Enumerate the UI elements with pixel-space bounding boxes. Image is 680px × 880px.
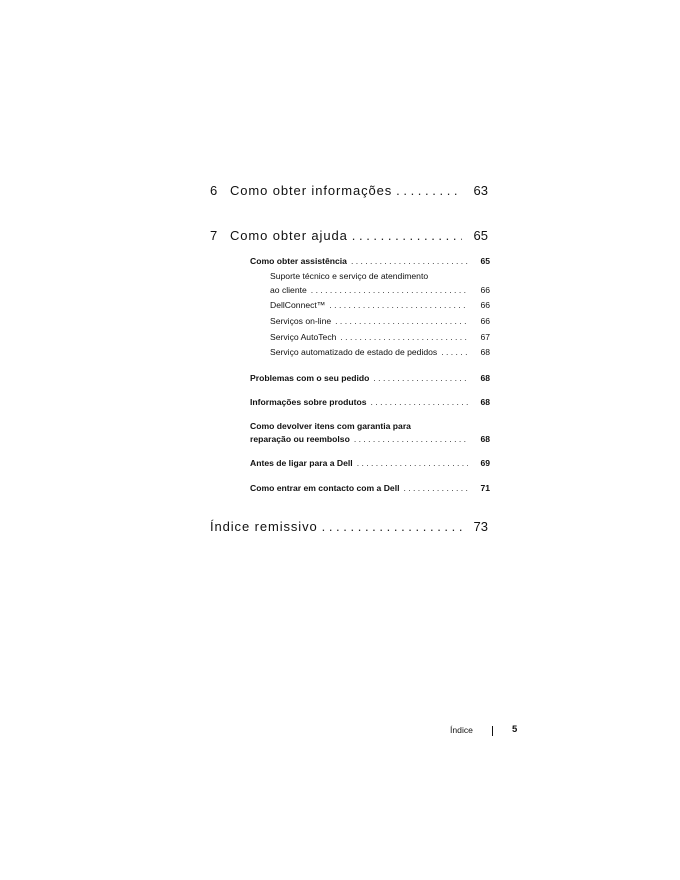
subsection-title: Serviços on-line — [270, 316, 332, 326]
section-title: Informações sobre produtos — [250, 397, 367, 407]
footer-label: Índice — [450, 725, 473, 735]
toc-section-antes-de-ligar[interactable] — [250, 458, 490, 468]
leader-dots — [354, 434, 468, 444]
section-title: Antes de ligar para a Dell — [250, 458, 353, 468]
toc-subsection-servicos-online[interactable] — [270, 316, 490, 326]
toc-section-problemas[interactable] — [250, 373, 490, 383]
footer-page-number: 5 — [512, 724, 518, 735]
leader-dots — [351, 256, 468, 266]
section-title: Como obter assistência — [250, 256, 347, 266]
page-number: 65 — [473, 228, 488, 243]
toc-section-devolver-line1[interactable]: Como devolver itens com garantia para — [250, 421, 411, 431]
toc-index[interactable] — [210, 519, 488, 534]
page-number: 68 — [480, 434, 490, 444]
toc-subsection-autotech[interactable] — [270, 332, 490, 342]
page-number: 73 — [473, 519, 488, 534]
page-number: 68 — [480, 373, 490, 383]
toc-chapter-7[interactable] — [210, 228, 488, 243]
footer-separator — [492, 726, 493, 736]
toc-subsection-suporte-line1[interactable]: Suporte técnico e serviço de atendimento — [270, 271, 429, 281]
subsection-title: Serviço automatizado de estado de pedidos — [270, 347, 438, 357]
chapter-title: Como obter ajuda — [230, 228, 348, 243]
chapter-number: 6 — [210, 183, 219, 198]
section-title: Como entrar em contacto com a Dell — [250, 483, 400, 493]
leader-dots — [335, 316, 468, 326]
page-number: 68 — [480, 397, 490, 407]
leader-dots — [329, 300, 468, 310]
subsection-title: DellConnect™ — [270, 300, 326, 310]
leader-dots — [403, 483, 468, 493]
page-number: 63 — [473, 183, 488, 198]
chapter-number: 7 — [210, 228, 219, 243]
leader-dots — [441, 347, 468, 357]
leader-dots — [322, 519, 462, 534]
toc-section-devolver[interactable] — [250, 434, 490, 444]
page-number: 71 — [480, 483, 490, 493]
page-number: 65 — [480, 256, 490, 266]
page-number: 66 — [480, 316, 490, 326]
toc-section-informacoes-produtos[interactable] — [250, 397, 490, 407]
chapter-title: Como obter informações — [230, 183, 393, 198]
leader-dots — [357, 458, 468, 468]
toc-section-contacto[interactable] — [250, 483, 490, 493]
page-number: 69 — [480, 458, 490, 468]
subsection-title: ao cliente — [270, 285, 307, 295]
toc-subsection-estado-pedidos[interactable] — [270, 347, 490, 357]
page-number: 66 — [480, 285, 490, 295]
leader-dots — [340, 332, 468, 342]
page-number: 66 — [480, 300, 490, 310]
subsection-title: Serviço AutoTech — [270, 332, 337, 342]
page-number: 68 — [480, 347, 490, 357]
page-number: 67 — [480, 332, 490, 342]
index-title: Índice remissivo — [210, 519, 318, 534]
section-title: reparação ou reembolso — [250, 434, 350, 444]
leader-dots — [396, 183, 462, 198]
toc-section-assistencia[interactable] — [250, 256, 490, 266]
toc-subsection-dellconnect[interactable] — [270, 300, 490, 310]
leader-dots — [371, 397, 468, 407]
section-title: Problemas com o seu pedido — [250, 373, 370, 383]
toc-subsection-suporte[interactable] — [270, 285, 490, 295]
leader-dots — [352, 228, 462, 243]
leader-dots — [311, 285, 468, 295]
toc-chapter-6[interactable] — [210, 183, 488, 198]
leader-dots — [373, 373, 468, 383]
